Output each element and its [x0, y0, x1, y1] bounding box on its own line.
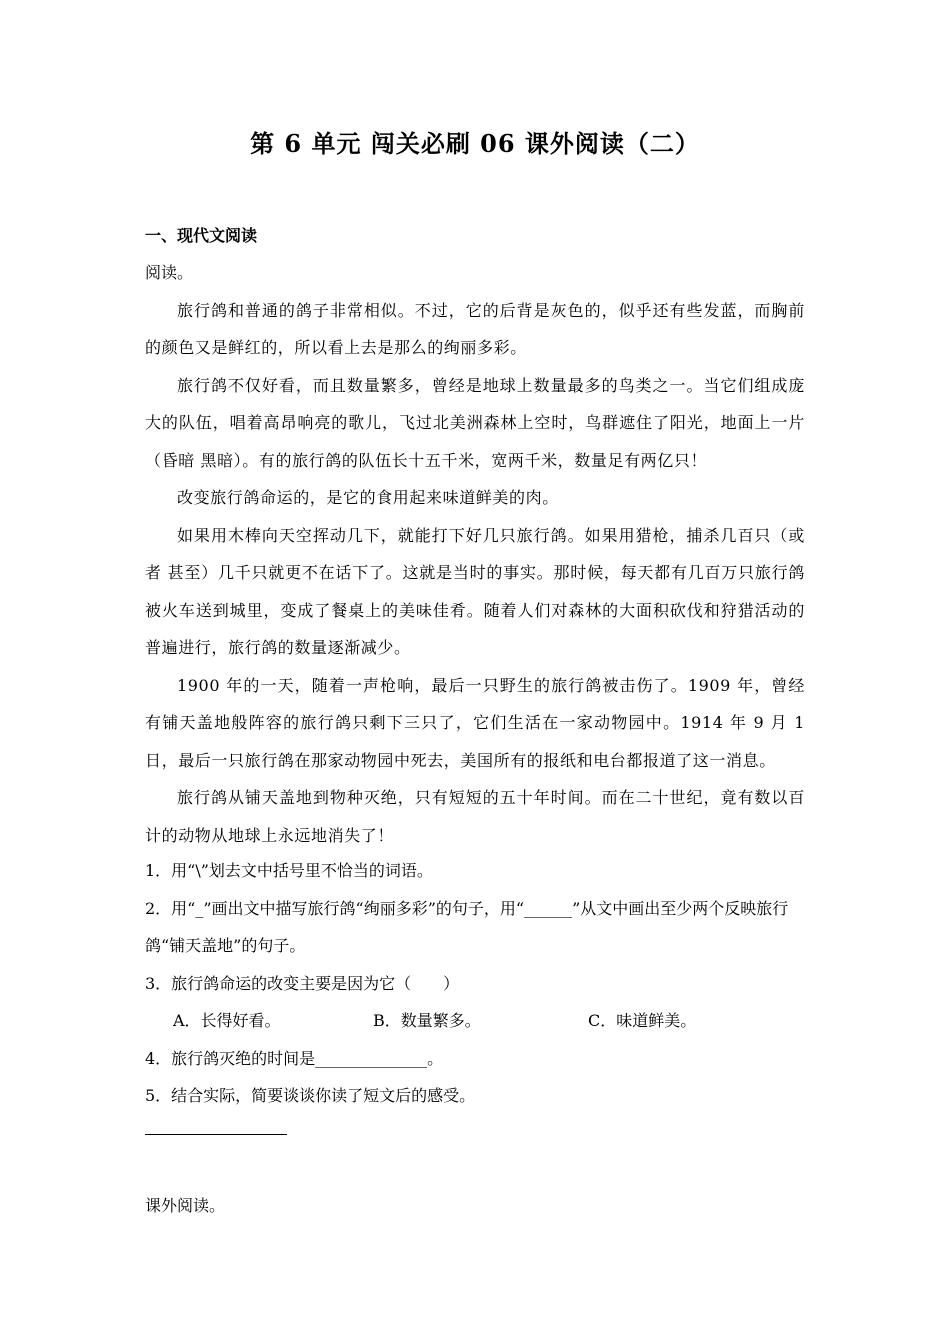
- question-list: [145, 852, 805, 1115]
- page-title: 第 6 单元 闯关必刷 06 课外阅读（二）: [250, 129, 700, 158]
- question-3-options: [145, 1002, 805, 1040]
- question-1: 1．用“\”划去文中括号里不恰当的词语。: [145, 861, 433, 880]
- answer-section-label: 课外阅读。: [145, 1196, 226, 1215]
- paragraph-6: 旅行鸽从铺天盖地到物种灭绝，只有短短的五十年时间。而在二十世纪，竟有数以百计的动物从地球上永远地消失了！: [145, 788, 805, 845]
- option-a: A．长得好看。: [173, 1011, 281, 1030]
- paragraph-4: 如果用木棒向天空挥动几下，就能打下好几只旅行鸽。如果用猎枪，捕杀几百只（或者 甚至）几千只就更不在话下了。这就是当时的事实。那时候，每天都有几百万只旅行鸽被火车送到城里，变成了餐桌上的美味佳肴。随着人们对森林的大面积砍伐和狩猎活动的普遍进行，旅行鸽的数量逐渐减少。: [145, 525, 805, 657]
- question-2: 2．用“_”画出文中描写旅行鸽“绚丽多彩”的句子，用“______”从文中画出至少两个反映旅行鸽“铺天盖地”的句子。: [145, 898, 789, 955]
- question-3: 3．旅行鸽命运的改变主要是因为它（ ）: [145, 973, 460, 993]
- intro-text: 阅读。: [145, 263, 194, 282]
- paragraph-2: 旅行鸽不仅好看，而且数量繁多，曾经是地球上数量最多的鸟类之一。当它们组成庞大的队伍，唱着高昂响亮的歌儿，飞过北美洲森林上空时，鸟群遮住了阳光，地面上一片（昏暗 黑暗）。有的旅行鸽的队伍长十五千米，宽两千米，数量足有两亿只！: [145, 375, 805, 470]
- reading-passage: [145, 254, 805, 854]
- paragraph-1: 旅行鸽和普通的鸽子非常相似。不过，它的后背是灰色的，似乎还有些发蓝，而胸前的颜色又是鲜红的，所以看上去是那么的绚丽多彩。: [145, 300, 805, 357]
- paragraph-3: 改变旅行鸽命运的，是它的食用起来味道鲜美的肉。: [177, 488, 559, 507]
- paragraph-5: 1900 年的一天，随着一声枪响，最后一只野生的旅行鸽被击伤了。1909 年，曾经有铺天盖地般阵容的旅行鸽只剩下三只了，它们生活在一家动物园中。1914 年 9 月 1 日，最后一只旅行鸽在那家动物园中死去，美国所有的报纸和电台都报道了这一消息。: [145, 675, 805, 770]
- section-heading: 一、现代文阅读: [145, 226, 258, 245]
- option-b: B．数量繁多。: [373, 1011, 481, 1030]
- question-5: 5．结合实际，简要谈谈你读了短文后的感受。: [145, 1086, 476, 1105]
- answer-divider: [145, 1134, 287, 1135]
- question-4: 4．旅行鸽灭绝的时间是______________。: [145, 1048, 444, 1068]
- option-c: C．味道鲜美。: [588, 1011, 697, 1030]
